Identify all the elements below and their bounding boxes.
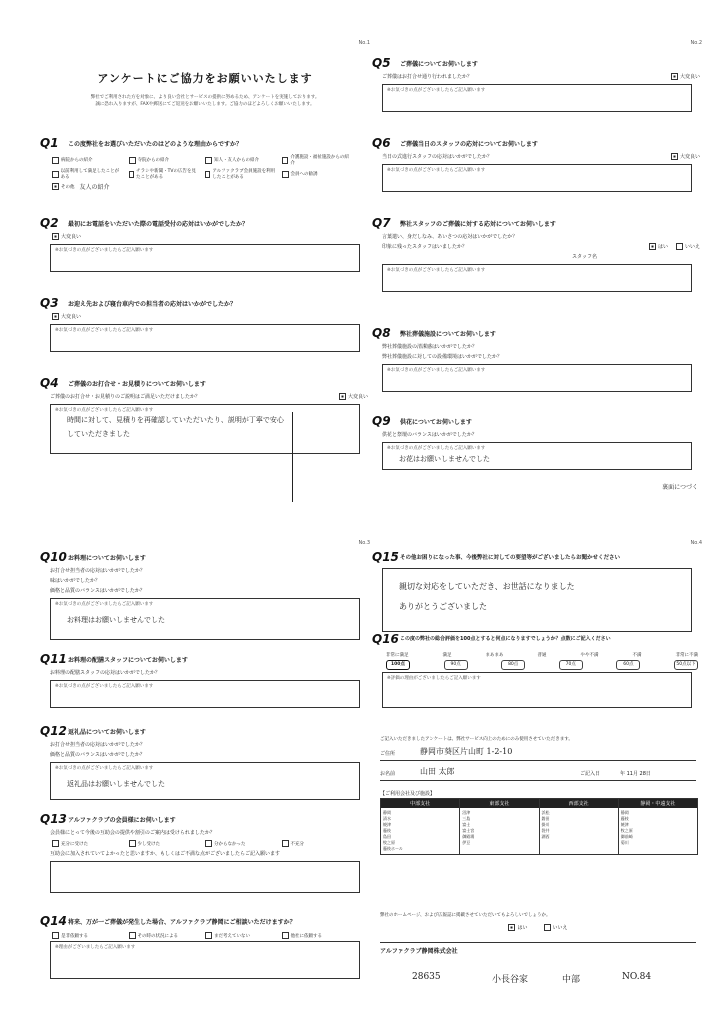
page-2 xyxy=(372,40,702,500)
text-label: 価格と品質のバランスはいかがでしたか？ xyxy=(50,588,145,594)
company-name: アルファクラブ静岡株式会社 xyxy=(380,948,458,955)
text-label: 磐田 xyxy=(541,816,550,821)
radio-selected[interactable] xyxy=(52,233,59,240)
text-label: ※お気づきの点がございましたらご記入願います xyxy=(55,408,154,413)
radio-selected[interactable] xyxy=(671,73,678,80)
text-label: スタッフ名 xyxy=(572,254,598,260)
text-label: ※お気づきの点がございましたらご記入願います xyxy=(387,268,486,273)
text-label: 不充分 xyxy=(290,841,304,847)
text-label: ※お気づきの点がございましたらご記入願います xyxy=(387,368,486,373)
comment-box[interactable] xyxy=(50,941,360,979)
text-label: 大変良い xyxy=(347,394,368,400)
radio[interactable] xyxy=(129,932,136,939)
text-label: 他社に依頼する xyxy=(290,933,322,939)
text-label: 浜松 xyxy=(541,810,550,815)
handwritten-comment: お花はお願いしませんでした xyxy=(399,455,490,463)
radio[interactable] xyxy=(676,243,683,250)
radio-selected[interactable] xyxy=(508,924,515,931)
question-4 xyxy=(40,376,370,454)
text-label: 病院からの紹介 xyxy=(61,158,93,163)
text-label: 少し受けた xyxy=(137,841,160,847)
radio[interactable] xyxy=(205,840,212,847)
text-label: ※評価の理由がございましたらご記入願います xyxy=(387,676,481,681)
question-6 xyxy=(372,136,702,192)
comment-box[interactable] xyxy=(50,861,360,893)
text-label: Q10 xyxy=(40,550,67,564)
question-10 xyxy=(40,550,370,640)
text-label: 袋井 xyxy=(541,828,550,833)
text-label: 印象に残ったスタッフはいましたか？ xyxy=(382,244,468,250)
comment-box[interactable] xyxy=(50,598,360,640)
question-7 xyxy=(372,216,702,292)
rating-option-selected[interactable]: 100点 xyxy=(386,660,410,670)
question-14 xyxy=(40,914,370,979)
text-label: 将来、万が一ご葬儀が発生した場合、アルファクラブ静岡にご相談いただけますか？ xyxy=(68,919,296,926)
text-label: 弊社葬儀施設の清潔感はいかがでしたか？ xyxy=(382,344,478,350)
q1-other-handwriting: 友人の紹介 xyxy=(79,184,110,191)
text-label: Q8 xyxy=(372,326,391,340)
text-label: 供花についてお伺いします xyxy=(400,419,472,426)
checkbox[interactable] xyxy=(205,157,212,164)
text-label: 是非依頼する xyxy=(61,933,88,939)
comment-box[interactable] xyxy=(50,404,360,454)
text-label: 非常に満足 xyxy=(386,653,409,658)
radio-selected[interactable] xyxy=(339,393,346,400)
text-label: Q16 xyxy=(372,632,399,646)
text-label: 会員様にとって今後の互助会の提供や割引のご案内は受けられましたか？ xyxy=(50,830,215,836)
text-label: ※お気づきの点がございましたらご記入願います xyxy=(387,168,486,173)
text-label: 会員への勧誘 xyxy=(290,172,318,177)
text-label: ※お気づきの点がございましたらご記入願います xyxy=(55,602,154,607)
text-label: まあまあ xyxy=(485,653,504,658)
comment-box[interactable] xyxy=(382,264,692,292)
checkbox[interactable] xyxy=(129,171,135,178)
text-label: 充分に受けた xyxy=(61,841,88,847)
text-label: Q12 xyxy=(40,724,67,738)
handwritten-branch: 中部 xyxy=(562,975,581,985)
handwritten-code: 28635 xyxy=(412,972,441,982)
text-label: その他 xyxy=(61,184,75,190)
q-title: 最初にお電話をいただいた際の電話受付の応対はいかがでしたか？ xyxy=(68,221,249,228)
text-label: 静岡 xyxy=(383,810,391,815)
text-label: Q3 xyxy=(40,296,59,310)
continue-note: 裏面につづく xyxy=(662,484,698,491)
text-label: Q11 xyxy=(40,652,67,666)
text-label: 知人・友人からの紹介 xyxy=(214,158,259,163)
rating-option[interactable]: 60点 xyxy=(616,660,640,670)
text-label: 菊川 xyxy=(620,840,629,845)
text-label: ※お気づきの点がございましたらご記入願います xyxy=(387,88,486,93)
companies-header: 【ご利用会社及び施設】 xyxy=(380,791,436,797)
text-label: Q4 xyxy=(40,376,59,390)
text-label: その時の状況による xyxy=(137,933,178,939)
radio[interactable] xyxy=(282,840,289,847)
text-label: その他お困りになった事、今後弊社に対しての要望等がございましたらお聞かせください xyxy=(400,555,621,561)
radio[interactable] xyxy=(205,932,212,939)
text-label: 弊社葬儀施設についてお伺いします xyxy=(400,331,496,338)
text-label: お料理についてお伺いします xyxy=(68,555,146,562)
checkbox[interactable] xyxy=(52,171,59,178)
companies-table xyxy=(380,798,698,855)
text-label: 牧之原 xyxy=(383,840,395,845)
page-1 xyxy=(40,40,370,500)
handwritten-comment: ありがとうございました xyxy=(399,602,487,611)
text-label: 中部支社 xyxy=(381,799,459,808)
text-label: 分からなかった xyxy=(214,841,246,847)
text-label: Q5 xyxy=(372,56,391,70)
text-label: ※お気づきの点がございましたらご記入願います xyxy=(55,328,154,333)
handwritten-number: NO.84 xyxy=(622,972,652,982)
radio-selected[interactable] xyxy=(649,243,656,250)
radio[interactable] xyxy=(52,932,59,939)
checkbox[interactable] xyxy=(282,157,289,164)
text-label: Q13 xyxy=(40,812,67,826)
radio[interactable] xyxy=(52,840,59,847)
text-label: Q15 xyxy=(372,550,399,564)
handwritten-comment: お料理はお願いしませんでした xyxy=(67,616,165,624)
text-label: お料理の配膳スタッフについてお伺いします xyxy=(68,657,188,664)
text-label: 島田 xyxy=(383,834,391,839)
text-label: チラシや新聞・TVの広告を見たことがある xyxy=(136,169,196,180)
text-label: 年 11月 28日 xyxy=(620,771,651,777)
text-label: 湖西 xyxy=(541,834,550,839)
rating-scale-labels xyxy=(386,652,698,658)
text-label: No.4 xyxy=(690,540,702,546)
text-label: いいえ xyxy=(684,244,700,250)
comment-box[interactable] xyxy=(382,84,692,112)
text-label: 大変良い xyxy=(679,154,700,160)
text-label: 焼津 xyxy=(620,822,629,827)
handwritten-family: 小長谷家 xyxy=(492,975,529,985)
text-label: 富士宮 xyxy=(462,828,475,833)
comment-box[interactable] xyxy=(382,164,692,192)
homepage-question: 弊社のホームページ、および広報誌に掲載させていただいてもよろしいでしょうか。 xyxy=(380,913,551,918)
text-label: 価格と品質のバランスはいかがでしたか？ xyxy=(50,752,145,758)
text-label: ご葬儀当日のスタッフの応対についてお伺いします xyxy=(400,141,538,148)
rating-option[interactable]: 90点 xyxy=(444,660,468,670)
radio[interactable] xyxy=(129,840,136,847)
text-label: お料理の配膳スタッフの応対はいかがでしたか？ xyxy=(50,670,161,676)
radio[interactable] xyxy=(282,932,289,939)
text-label: いいえ xyxy=(552,925,568,931)
question-9 xyxy=(372,414,702,491)
text-label: No.3 xyxy=(358,540,370,546)
checkbox[interactable] xyxy=(129,157,136,164)
name-line[interactable] xyxy=(380,766,696,781)
text-label: 言葉遣い、身だしなみ、あいさつの応対はいかがでしたか？ xyxy=(382,234,518,240)
comment-box[interactable] xyxy=(50,680,360,708)
text-label: 大変良い xyxy=(679,74,700,80)
checkbox[interactable] xyxy=(282,171,289,178)
text-label: 藤枝 xyxy=(383,828,391,833)
survey-title: アンケートにご協力をお願いいたします xyxy=(97,72,313,85)
comment-box[interactable] xyxy=(50,244,360,272)
text-label: No.2 xyxy=(690,40,702,46)
comment-box[interactable] xyxy=(382,364,692,392)
comment-box[interactable] xyxy=(50,762,360,800)
text-label: 大変良い xyxy=(61,234,82,240)
text-label: 不満 xyxy=(632,653,642,658)
text-label: 藤枝ホール xyxy=(383,846,403,851)
consent-note: ご記入いただきましたアンケートは、弊社サービス向上のためにのみ使用させていただきます。 xyxy=(380,737,573,742)
q-badge: Q1 xyxy=(40,136,59,150)
text-label: ご住所 xyxy=(380,751,396,757)
text-label: 御殿場 xyxy=(462,834,475,839)
question-1 xyxy=(40,136,370,191)
text-label: 西部支社 xyxy=(540,799,618,808)
text-label: 掛川 xyxy=(541,822,550,827)
text-label: 藤枝 xyxy=(620,816,629,821)
text-label: 沼津 xyxy=(462,810,471,815)
text-label: はい xyxy=(657,244,668,250)
handwritten-comment: 返礼品はお願いしませんでした xyxy=(67,780,165,788)
text-label: ※お気づきの点がございましたらご記入願います xyxy=(55,248,154,253)
question-15 xyxy=(372,550,702,632)
text-label: お打合せ担当者の応対はいかがでしたか？ xyxy=(50,742,146,748)
text-label: 満足 xyxy=(442,653,452,658)
pen-stroke xyxy=(292,412,293,502)
checkbox[interactable] xyxy=(205,171,210,178)
text-label: ※理由がございましたらご記入願います xyxy=(55,945,136,950)
rating-option[interactable]: 70点 xyxy=(559,660,583,670)
page-number: No.1 xyxy=(358,40,370,46)
text-label: 御前崎 xyxy=(620,834,633,839)
text-label: ※お気づきの点がございましたらご記入願います xyxy=(55,684,154,689)
handwritten-comment: 親切な対応をしていただき、お世話になりました xyxy=(399,582,575,591)
text-label: まだ考えていない xyxy=(214,933,250,939)
comment-box[interactable] xyxy=(382,672,692,708)
text-label: 三島 xyxy=(462,816,471,821)
text-label: Q14 xyxy=(40,914,67,928)
radio-selected[interactable] xyxy=(671,153,678,160)
text-label: ご葬儀のお打合せ・お見積りのご説明はご満足いただけましたか？ xyxy=(50,394,201,400)
radio[interactable] xyxy=(544,924,551,931)
text-label: この度の弊社の総合評価を100点とすると何点になりますでしょうか？点数にご記入ください xyxy=(400,636,611,642)
rating-scale xyxy=(386,660,698,670)
page-4 xyxy=(372,540,702,1010)
comment-box[interactable] xyxy=(382,442,692,470)
text-label: 弊社スタッフのご葬儀に対する応対についてお伺いします xyxy=(400,221,556,228)
question-3 xyxy=(40,296,370,352)
text-label: 介護施設・福祉施設からの紹介 xyxy=(290,155,349,166)
text-label: 焼津 xyxy=(383,822,391,827)
rating-option[interactable]: 80点 xyxy=(501,660,525,670)
text-label: ご葬儀はお打合せ通り行われましたか？ xyxy=(382,74,473,80)
text-label: Q9 xyxy=(372,414,391,428)
text-label: お打合せ担当者の応対はいかがでしたか？ xyxy=(50,568,146,574)
text-label: はい xyxy=(517,925,528,931)
text-label: ご葬儀についてお伺いします xyxy=(400,61,478,68)
text-label: アルファクラブの会員様にお伺いします xyxy=(68,817,176,824)
handwritten-comment: していただきました xyxy=(67,430,130,438)
text-label: 互助会に加入されていてよかったと思いますか、もしくはご不満な点がございましたらご記入願います xyxy=(50,851,281,857)
text-label: 静岡 xyxy=(620,810,629,815)
text-label: 牧之原 xyxy=(620,828,633,833)
text-label: 弊社葬儀施設に対しての設備環境はいかがでしたか？ xyxy=(382,354,503,360)
question-11 xyxy=(40,652,370,708)
question-8 xyxy=(372,326,702,392)
text-label: Q6 xyxy=(372,136,391,150)
text-label: 弊社でご利用された方を対象に、より良い会社とサービスの提供に努めるため、アンケートを実施しております。 xyxy=(90,95,320,100)
text-label: 富士 xyxy=(462,822,471,827)
question-5 xyxy=(372,56,702,112)
name-handwriting: 山田 太郎 xyxy=(420,767,455,776)
handwritten-comment: 時間に対して、見積りを再確認していただいたり、説明が丁寧で安心 xyxy=(67,416,284,424)
text-label: 味はいかがでしたか？ xyxy=(50,578,101,584)
text-label: ※お気づきの点がございましたらご記入願います xyxy=(387,446,486,451)
text-label: 寺院からの紹介 xyxy=(137,158,169,163)
text-label: 誠に恐れ入りますが、FAXや郵送にてご返送をお願いいたします。ご協力のほどよろしくお願いいたします。 xyxy=(95,102,315,107)
text-label: Q2 xyxy=(40,216,59,230)
text-label: ご記入日 xyxy=(580,771,601,777)
text-label: 大変良い xyxy=(61,314,82,320)
text-label: 返礼品についてお伺いします xyxy=(68,729,146,736)
text-label: 供花と祭壇のバランスはいかがでしたか？ xyxy=(382,432,477,438)
text-label: Q7 xyxy=(372,216,391,230)
text-label: 非常に不満 xyxy=(675,653,698,658)
text-label: 東部支社 xyxy=(460,799,538,808)
address-handwriting: 静岡市葵区片山町 1-2-10 xyxy=(420,747,513,756)
q-title: お迎え先および寝台車内での担当者の応対はいかがでしたか？ xyxy=(68,301,237,308)
question-16 xyxy=(372,632,702,708)
comment-box[interactable] xyxy=(50,324,360,352)
text-label: 以前利用して満足したことがある xyxy=(60,169,120,180)
page-3 xyxy=(40,540,370,1000)
rating-option[interactable]: 50点以下 xyxy=(674,660,698,670)
text-label: お名前 xyxy=(380,771,396,777)
address-line[interactable] xyxy=(380,746,696,761)
radio-selected[interactable] xyxy=(52,313,59,320)
text-label: 伊豆 xyxy=(462,840,471,845)
question-13 xyxy=(40,812,370,893)
text-label: 普通 xyxy=(537,653,547,658)
text-label: アルファクラブ会員施設を利用したことがある xyxy=(212,169,276,180)
text-label: 静岡・中遠支社 xyxy=(619,799,697,808)
text-label: 清水 xyxy=(383,816,391,821)
checkbox[interactable] xyxy=(52,157,59,164)
comment-box[interactable] xyxy=(382,568,692,632)
text-label: ※お気づきの点がございましたらご記入願います xyxy=(55,766,154,771)
q-title: ご葬儀のお打合せ・お見積りについてお伺いします xyxy=(68,381,206,388)
question-2 xyxy=(40,216,370,272)
text-label: 当日の式進行スタッフの応対はいかがでしたか？ xyxy=(382,154,493,160)
question-12 xyxy=(40,724,370,800)
survey-intro xyxy=(58,94,352,108)
q-title: この度弊社をお選びいただいたのはどのような理由からですか？ xyxy=(68,141,242,148)
q1-options xyxy=(52,154,352,191)
text-label: やや不満 xyxy=(580,653,599,658)
checkbox-checked[interactable] xyxy=(52,183,59,190)
